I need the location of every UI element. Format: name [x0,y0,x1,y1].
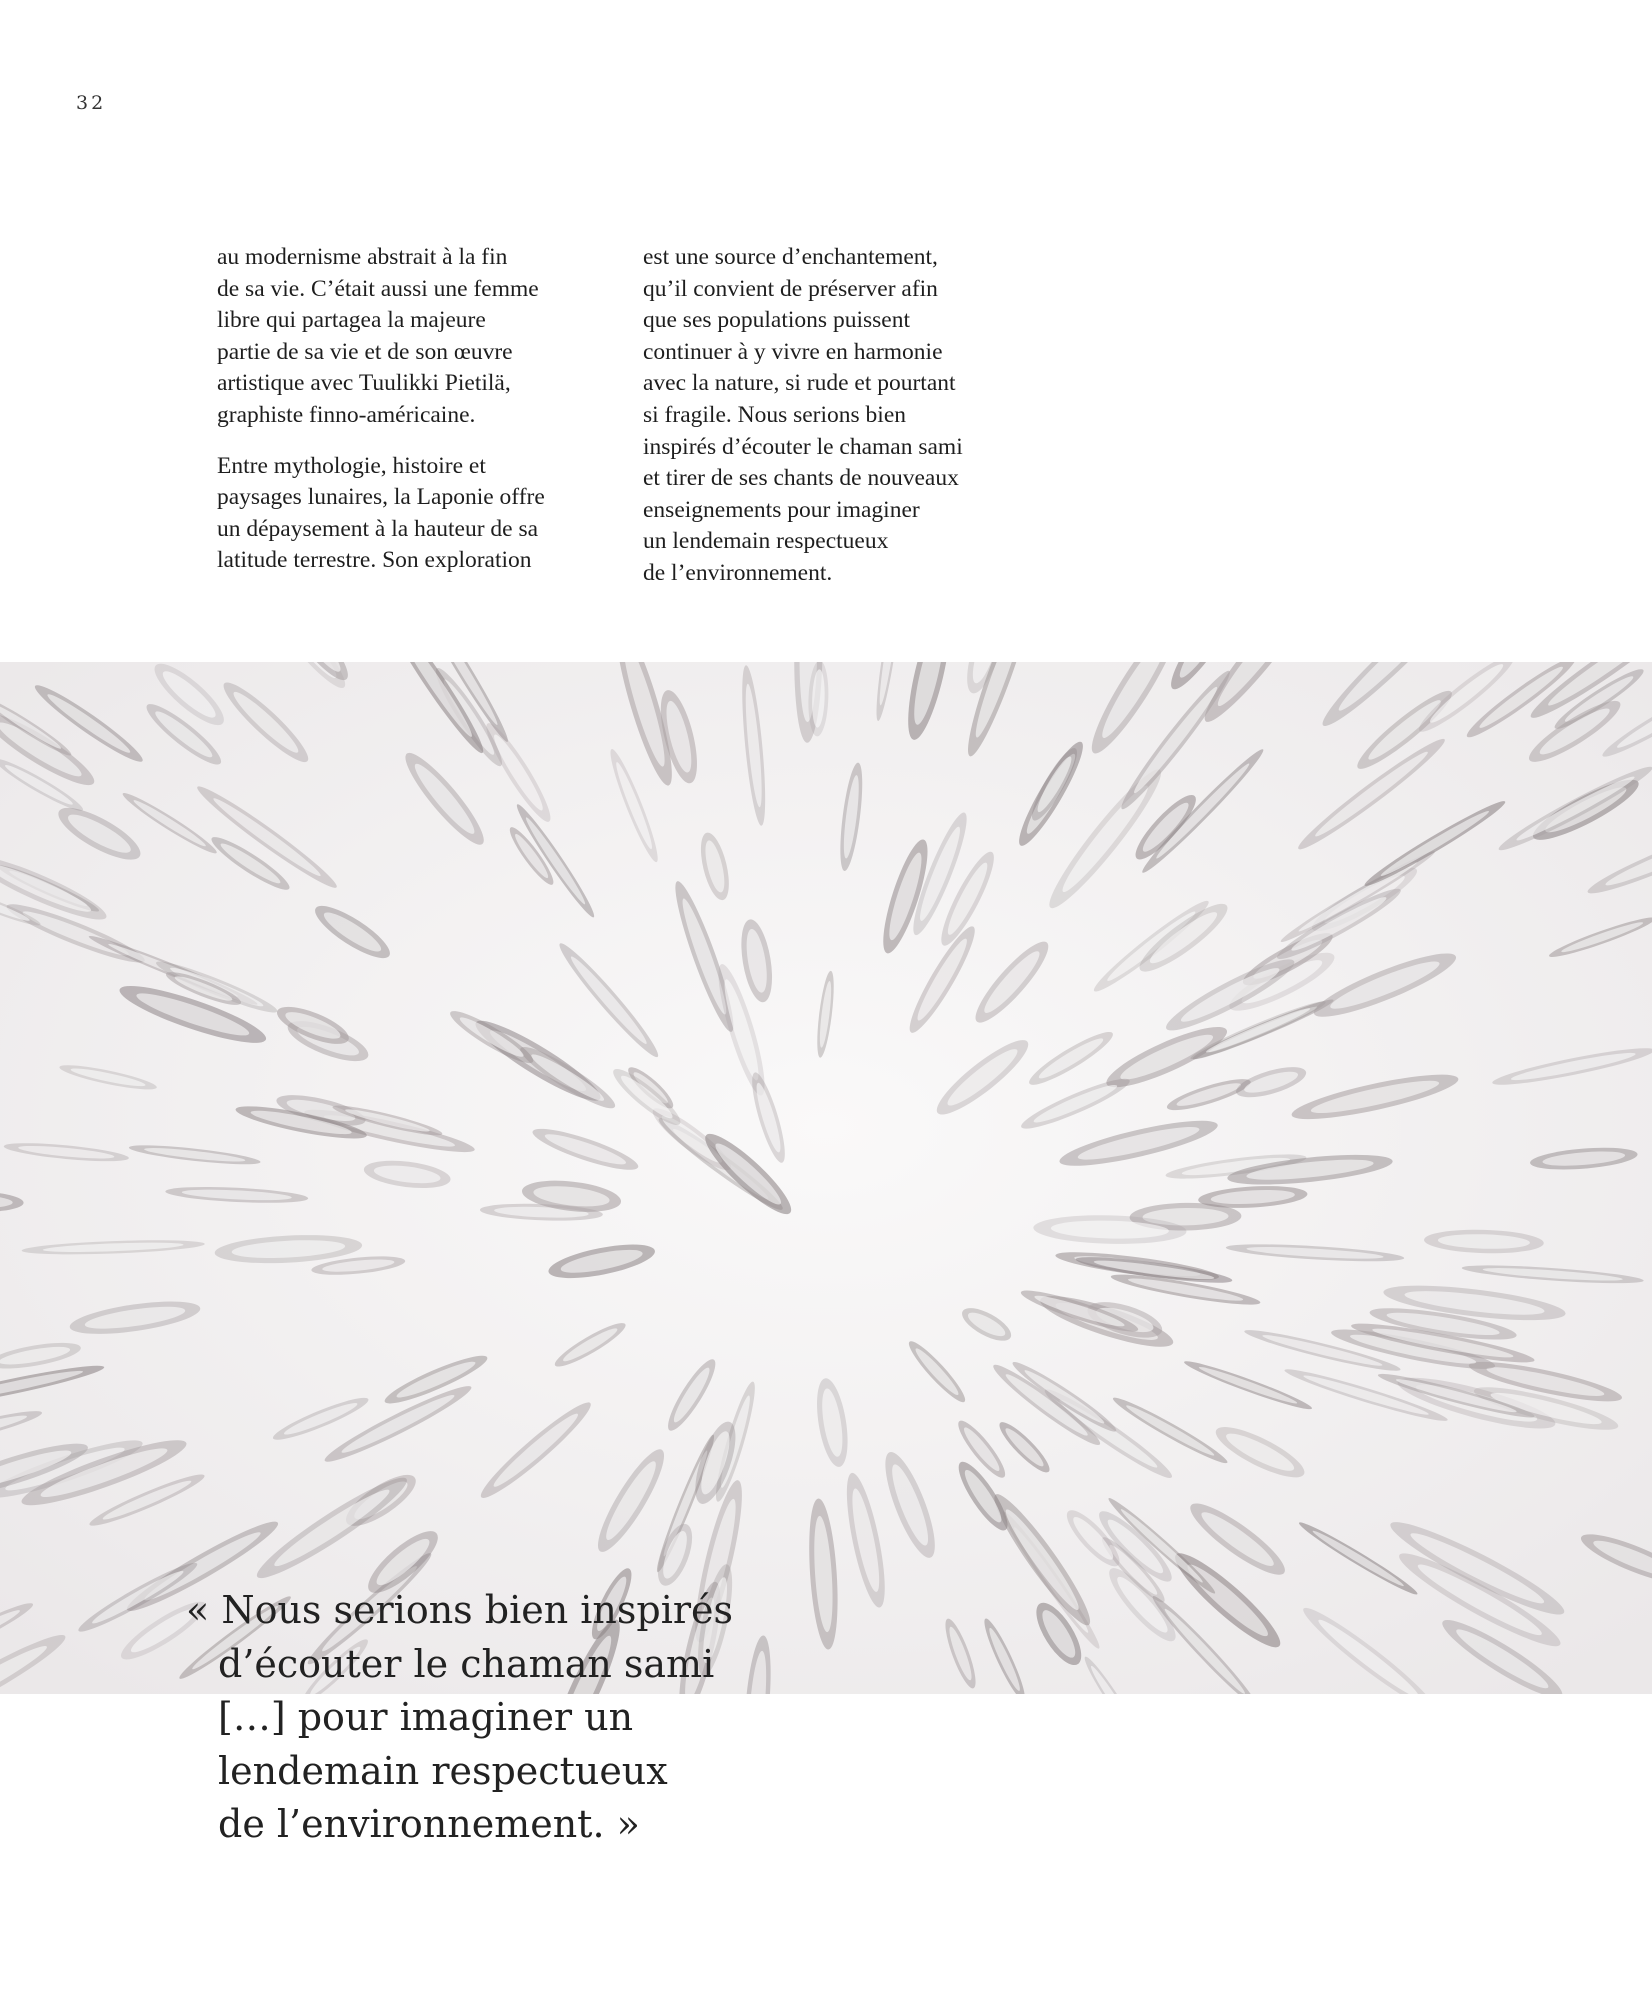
page-number: 32 [76,92,107,114]
text-line: avec la nature, si rude et pourtant [643,370,956,397]
text-line: continuer à y vivre en harmonie [643,338,943,365]
text-line: un dépaysement à la hauteur de sa [217,515,539,542]
text-line: inspirés d’écouter le chaman sami [643,433,963,460]
text-line: Entre mythologie, histoire et [217,452,486,479]
paragraph [217,242,607,432]
quote-line: lendemain respectueux [218,1748,668,1793]
text-line: et tirer de ses chants de nouveaux [643,465,959,492]
text-line: de sa vie. C’était aussi une femme [217,275,539,302]
forest-illustration [0,662,1652,1694]
text-line: artistique avec Tuulikki Pietilä, [217,370,511,397]
text-line: que ses populations puissent [643,307,910,334]
text-column-left [217,242,607,577]
text-line: un lendemain respectueux [643,528,889,555]
quote-line: « Nous serions bien inspirés [186,1588,734,1632]
text-line: qu’il convient de préserver afin [643,275,938,302]
text-line: de l’environnement. [643,559,833,586]
text-line: paysages lunaires, la Laponie offre [217,484,545,511]
text-line: est une source d’enchantement, [643,244,938,270]
text-line: graphiste finno-américaine. [217,401,476,428]
quote-line: d’écouter le chaman sami [218,1641,715,1686]
quote-line: […] pour imaginer un [218,1695,634,1739]
text-line: latitude terrestre. Son exploration [217,547,532,574]
text-line: libre qui partagea la majeure [217,307,486,334]
text-line: si fragile. Nous serions bien [643,401,907,428]
text-line: partie de sa vie et de son œuvre [217,338,513,365]
quote-line: de l’environnement. » [218,1802,640,1846]
snowy-forest-aerial-photo [0,662,1652,1694]
text-column-right [643,242,1033,590]
text-line: au modernisme abstrait à la fin [217,244,508,270]
paragraph [217,451,607,577]
paragraph [643,242,1033,590]
text-line: enseignements pour imaginer [643,496,920,523]
pull-quote [0,1584,900,1852]
